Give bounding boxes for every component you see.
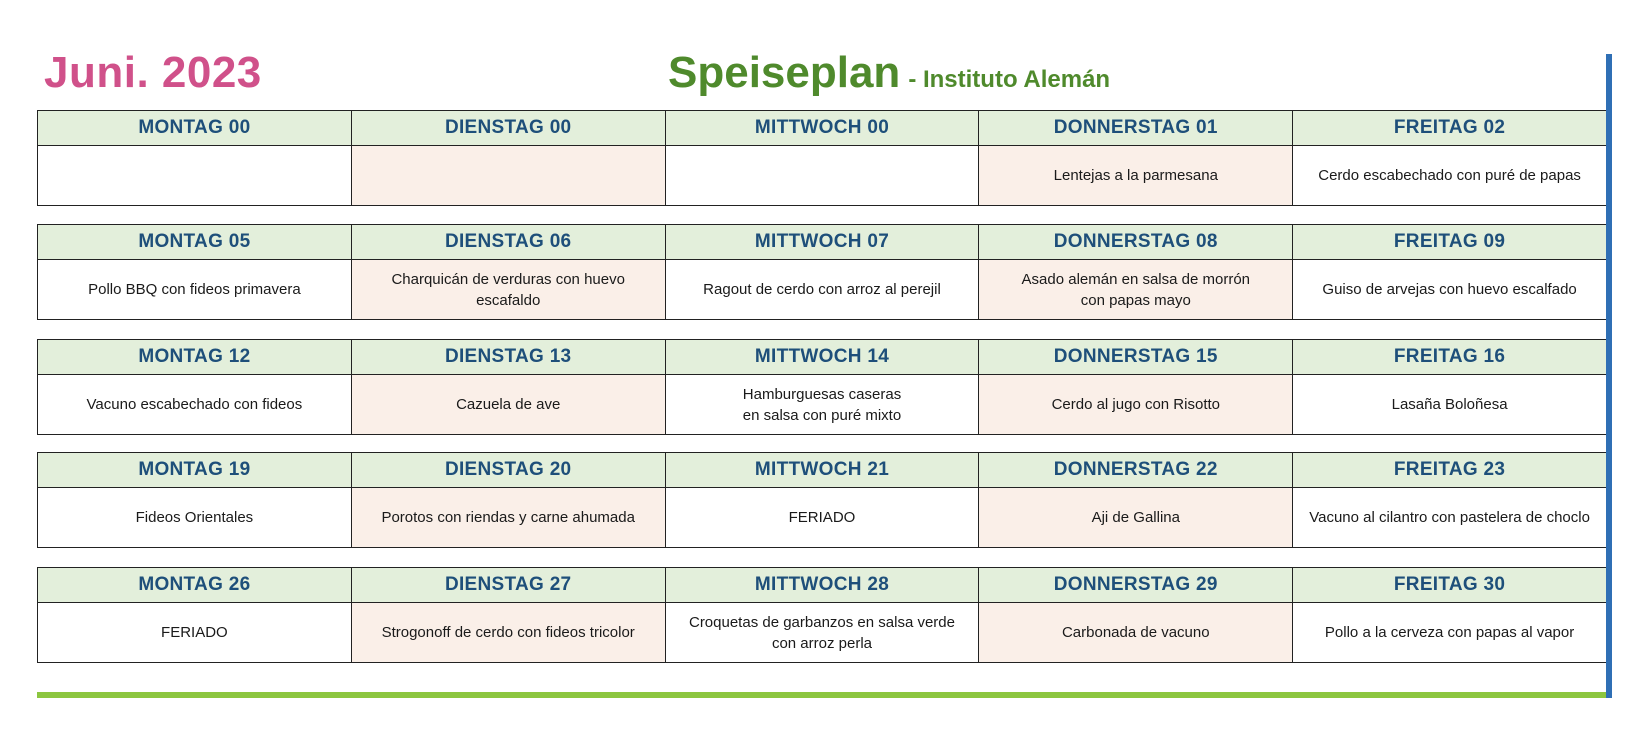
meal-text: Hamburguesas caseras en salsa con puré mixto [666,375,979,435]
day-label: DONNERSTAG 22 [979,452,1292,488]
meal-text: Lasaña Boloñesa [1293,375,1606,435]
day-label: DIENSTAG 13 [352,339,665,375]
day-cell [1293,339,1607,435]
meal-text: Lentejas a la parmesana [979,146,1292,206]
day-label: MITTWOCH 00 [666,110,979,146]
title-text: Speiseplan [668,48,901,97]
day-cell [352,567,666,663]
meal-text: Aji de Gallina [979,488,1292,548]
subtitle-text: - Instituto Alemán [908,66,1111,93]
day-cell [979,224,1293,320]
day-cell [352,110,666,206]
meal-text: Cazuela de ave [352,375,665,435]
day-label: MONTAG 19 [38,452,351,488]
day-label: MONTAG 12 [38,339,351,375]
meal-text: Vacuno al cilantro con pastelera de choclo [1293,488,1606,548]
bottom-accent-rule [37,692,1606,698]
day-label: MONTAG 26 [38,567,351,603]
day-label: DIENSTAG 06 [352,224,665,260]
day-label: MONTAG 05 [38,224,351,260]
day-label: MITTWOCH 28 [666,567,979,603]
week-row [37,452,1607,548]
day-cell [979,339,1293,435]
meal-text: Carbonada de vacuno [979,603,1292,663]
day-label: MITTWOCH 07 [666,224,979,260]
day-label: DONNERSTAG 15 [979,339,1292,375]
meal-text: Porotos con riendas y carne ahumada [352,488,665,548]
meal-text: Cerdo al jugo con Risotto [979,375,1292,435]
right-accent-rule [1606,54,1612,698]
week-row [37,110,1607,206]
day-label: DONNERSTAG 01 [979,110,1292,146]
day-label: DONNERSTAG 08 [979,224,1292,260]
day-cell [666,339,980,435]
week-row [37,224,1607,320]
day-cell [979,110,1293,206]
meal-text: Cerdo escabechado con puré de papas [1293,146,1606,206]
day-cell [1293,567,1607,663]
day-cell [352,339,666,435]
day-cell [352,452,666,548]
meal-text [666,146,979,206]
day-cell [1293,452,1607,548]
day-label: DIENSTAG 27 [352,567,665,603]
meal-text: Charquicán de verduras con huevo escafaldo [352,260,665,320]
week-row [37,339,1607,435]
day-label: MITTWOCH 21 [666,452,979,488]
meal-text [352,146,665,206]
day-cell [979,567,1293,663]
meal-text [38,146,351,206]
day-cell [666,452,980,548]
day-cell [38,110,352,206]
meal-text: Vacuno escabechado con fideos [38,375,351,435]
day-cell [38,224,352,320]
day-label: FREITAG 30 [1293,567,1606,603]
day-cell [666,110,980,206]
day-label: FREITAG 02 [1293,110,1606,146]
day-cell [666,224,980,320]
day-label: FREITAG 23 [1293,452,1606,488]
day-cell [1293,110,1607,206]
day-label: MONTAG 00 [38,110,351,146]
day-cell [38,567,352,663]
month-title: Juni. 2023 [44,48,262,97]
day-label: FREITAG 09 [1293,224,1606,260]
day-label: MITTWOCH 14 [666,339,979,375]
day-cell [979,452,1293,548]
meal-text: FERIADO [38,603,351,663]
page-title [668,48,1110,98]
day-cell [38,339,352,435]
meal-text: Strogonoff de cerdo con fideos tricolor [352,603,665,663]
meal-text: Fideos Orientales [38,488,351,548]
day-cell [666,567,980,663]
meal-text: Croquetas de garbanzos en salsa verde con arroz perla [666,603,979,663]
day-cell [1293,224,1607,320]
meal-text: Guiso de arvejas con huevo escalfado [1293,260,1606,320]
meal-text: Ragout de cerdo con arroz al perejil [666,260,979,320]
week-row [37,567,1607,663]
day-label: DONNERSTAG 29 [979,567,1292,603]
meal-text: FERIADO [666,488,979,548]
day-cell [352,224,666,320]
day-label: FREITAG 16 [1293,339,1606,375]
day-label: DIENSTAG 20 [352,452,665,488]
meal-text: Pollo a la cerveza con papas al vapor [1293,603,1606,663]
day-label: DIENSTAG 00 [352,110,665,146]
meal-text: Pollo BBQ con fideos primavera [38,260,351,320]
meal-text: Asado alemán en salsa de morrón con papas mayo [979,260,1292,320]
day-cell [38,452,352,548]
